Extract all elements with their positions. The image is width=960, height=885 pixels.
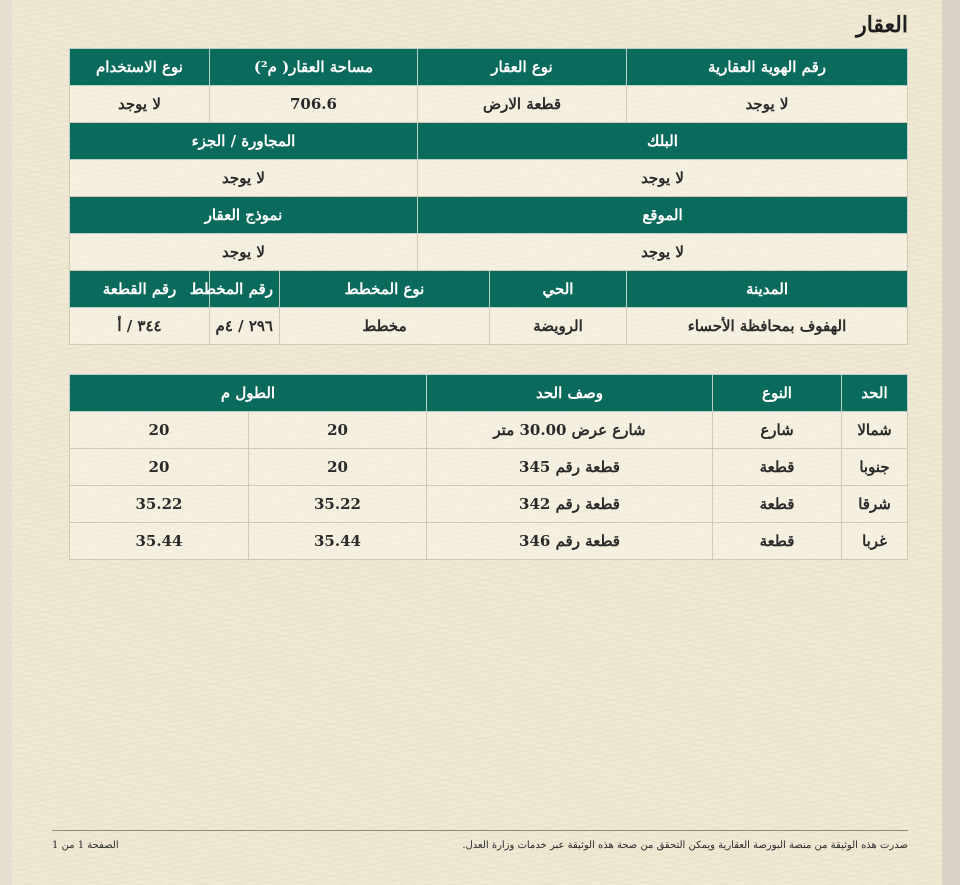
border-length-b: 20 — [69, 412, 248, 449]
border-direction: جنوبا — [842, 449, 908, 486]
property-area-header: مساحة العقار( م²) — [209, 49, 417, 86]
location-value: لا يوجد — [417, 234, 907, 271]
footer-divider — [52, 830, 908, 831]
footer-verification-note: صدرت هذه الوثيقة من منصة البورصة العقارية ويمكن التحقق من صحة هذه الوثيقة عبر خدمات وزارة العدل. — [462, 840, 908, 851]
border-type: قطعة — [713, 523, 842, 560]
property-values-row-3 — [69, 234, 907, 271]
property-id-header: رقم الهوية العقارية — [627, 49, 908, 86]
plot-number-value: ٣٤٤ / أ — [69, 308, 209, 345]
table-row — [69, 412, 907, 449]
neighborhood-part-value: لا يوجد — [69, 160, 417, 197]
border-type-header: النوع — [713, 375, 842, 412]
page-left-edge — [0, 0, 12, 885]
border-description: قطعة رقم 342 — [427, 486, 713, 523]
borders-header-row — [69, 375, 907, 412]
neighborhood-part-header: المجاورة / الجزء — [69, 123, 417, 160]
usage-type-value: لا يوجد — [69, 86, 209, 123]
block-value: لا يوجد — [417, 160, 907, 197]
plan-type-header: نوع المخطط — [279, 271, 489, 308]
border-length-a: 20 — [249, 449, 427, 486]
page-right-edge — [942, 0, 960, 885]
plot-number-header: رقم القطعة — [69, 271, 209, 308]
border-description-header: وصف الحد — [427, 375, 713, 412]
property-header-row-2 — [69, 123, 907, 160]
table-row — [69, 486, 907, 523]
usage-type-header: نوع الاستخدام — [69, 49, 209, 86]
border-length-a: 35.22 — [249, 486, 427, 523]
property-type-header: نوع العقار — [417, 49, 626, 86]
border-type: شارع — [713, 412, 842, 449]
border-description: قطعة رقم 346 — [427, 523, 713, 560]
property-values-row-4 — [69, 308, 907, 345]
border-direction-header: الحد — [842, 375, 908, 412]
footer-page-number: الصفحة 1 من 1 — [52, 840, 119, 851]
city-header: المدينة — [627, 271, 908, 308]
border-type: قطعة — [713, 486, 842, 523]
property-header-row-1 — [69, 49, 907, 86]
property-model-header: نموذج العقار — [69, 197, 417, 234]
property-header-row-4 — [69, 271, 907, 308]
border-direction: غربا — [842, 523, 908, 560]
district-header: الحي — [490, 271, 627, 308]
location-header: الموقع — [417, 197, 907, 234]
property-details-table — [69, 48, 908, 345]
property-id-value: لا يوجد — [627, 86, 908, 123]
border-length-b: 35.22 — [69, 486, 248, 523]
border-length-header: الطول م — [69, 375, 426, 412]
border-description: شارع عرض 30.00 متر — [427, 412, 713, 449]
border-type: قطعة — [713, 449, 842, 486]
property-borders-table — [69, 374, 908, 560]
property-area-value: 706.6 — [209, 86, 417, 123]
property-values-row-1 — [69, 86, 907, 123]
table-row — [69, 449, 907, 486]
border-direction: شرقا — [842, 486, 908, 523]
border-length-b: 35.44 — [69, 523, 248, 560]
city-value: الهفوف بمحافظة الأحساء — [627, 308, 908, 345]
border-description: قطعة رقم 345 — [427, 449, 713, 486]
border-length-a: 35.44 — [249, 523, 427, 560]
border-length-a: 20 — [249, 412, 427, 449]
plan-number-header: رقم المخطط — [209, 271, 279, 308]
border-length-b: 20 — [69, 449, 248, 486]
property-values-row-2 — [69, 160, 907, 197]
table-row — [69, 523, 907, 560]
border-direction: شمالا — [842, 412, 908, 449]
plan-type-value: مخطط — [279, 308, 489, 345]
page-title: العقار — [856, 12, 908, 38]
property-type-value: قطعة الارض — [417, 86, 626, 123]
block-header: البلك — [417, 123, 907, 160]
plan-number-value: ٢٩٦ / ٤م — [209, 308, 279, 345]
district-value: الرويضة — [490, 308, 627, 345]
property-model-value: لا يوجد — [69, 234, 417, 271]
property-header-row-3 — [69, 197, 907, 234]
